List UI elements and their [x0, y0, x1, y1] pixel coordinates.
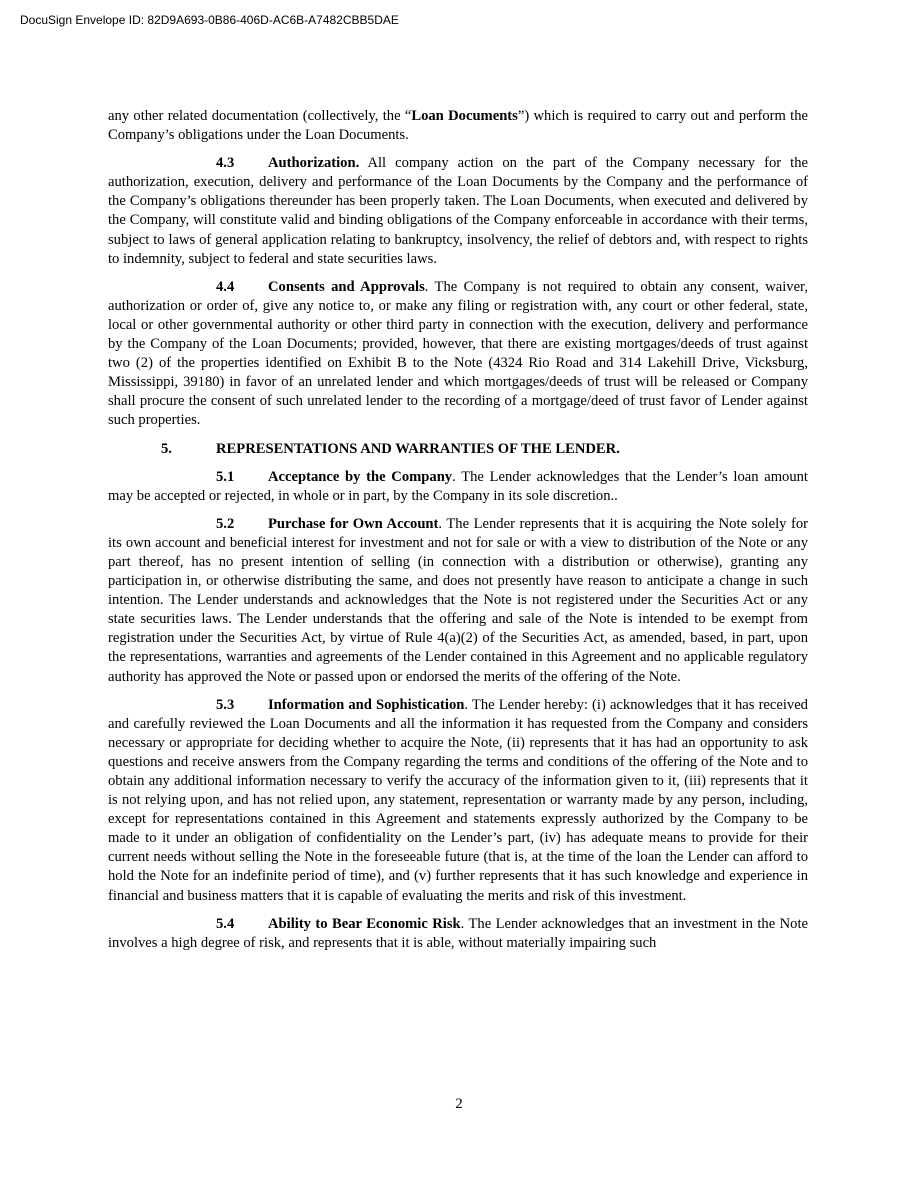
continuation-text-start: any other related documentation (collectively, the “	[108, 108, 412, 124]
section-5-1	[108, 468, 808, 506]
defined-term-loan-documents: Loan Documents	[411, 108, 518, 124]
section-number: 4.4	[216, 278, 235, 295]
section-heading: Information and Sophistication	[268, 696, 465, 713]
section-number: 5.3	[216, 696, 235, 713]
section-heading: Acceptance by the Company	[268, 468, 453, 485]
section-heading: Ability to Bear Economic Risk	[268, 915, 461, 932]
section-heading: Authorization.	[268, 155, 360, 172]
section-5-4	[108, 915, 808, 953]
section-body: . The Lender hereby: (i) acknowledges that it has received and carefully reviewed the Loan Documents and all the information it has requested from the Company and considers necessary or appropriate for deciding whether to acquire the Note, (ii) represents that it has had an opportunity to ask questions and receive answers from the Company regarding the terms and conditions of the offering of the Note and to obtain any additional information necessary to verify the accuracy of the information given to it, (iii) represents that it is not relying upon, and has not relied upon, any statement, representation or warranty made by any person, including, except for representations contained in this Agreement and statements expressly authorized by the Company to be made to it under an obligation of confidentiality on the Lender’s part, (iv) has adequate means to provide for their current needs without selling the Note in the foreseeable future (that is, at the time of the loan the Lender can afford to hold the Note for an indefinite period of time), and (v) further represents that it has such knowledge and experience in financial and business matters that it is capable of evaluating the merits and risk of this investment.	[108, 696, 808, 904]
section-4-4	[108, 278, 808, 431]
document-body	[108, 107, 808, 962]
article-5-heading	[108, 440, 808, 459]
section-4-3	[108, 154, 808, 269]
article-title: REPRESENTATIONS AND WARRANTIES OF THE LENDER.	[216, 440, 620, 457]
section-body: . The Lender acknowledges that the Lender’s loan amount may be accepted or rejected, in whole or in part, by the Company in its sole discretion..	[108, 468, 808, 504]
section-number: 5.1	[216, 468, 235, 485]
continuation-paragraph	[108, 107, 808, 145]
page-number: 2	[455, 1096, 463, 1112]
section-heading: Purchase for Own Account	[268, 515, 439, 532]
section-body: All company action on the part of the Company necessary for the authorization, execution, delivery and performance of the Loan Documents by the Company and the performance of the Company’s obligations thereunder has been properly taken. The Loan Documents, when executed and delivered by the Company, will constitute valid and binding obligations of the Company enforceable in accordance with their terms, subject to laws of general application relating to bankruptcy, insolvency, the relief of debtors and, with respect to rights to indemnity, subject to federal and state securities laws.	[108, 155, 808, 267]
docusign-envelope-id: DocuSign Envelope ID: 82D9A693-0B86-406D-AC6B-A7482CBB5DAE	[20, 13, 399, 27]
section-5-3	[108, 696, 808, 906]
section-number: 5.4	[216, 915, 235, 932]
section-number: 5.2	[216, 515, 235, 532]
section-body: . The Lender represents that it is acquiring the Note solely for its own account and beneficial interest for investment and not for sale or with a view to distribution of the Note or any part thereof, has no present intention of selling (in connection with a distribution or otherwise), granting any participation in, or otherwise distributing the same, and does not presently have reason to anticipate a change in such intention. The Lender understands and acknowledges that the Note is not registered under the Securities Act or any state securities laws. The Lender understands that the offering and sale of the Note is intended to be exempt from registration under the Securities Act, by virtue of Rule 4(a)(2) of the Securities Act, as amended, based, in part, upon the representations, warranties and agreements of the Lender contained in this Agreement and no applicable regulatory authority has approved the Note or passed upon or endorsed the merits of the offering of the Note.	[108, 515, 808, 685]
article-number: 5.	[161, 440, 172, 457]
continuation-text-end: ”) which is required to carry out and perform the Company’s obligations under the Loan Documents.	[108, 108, 808, 144]
section-body: . The Lender acknowledges that an investment in the Note involves a high degree of risk, and represents that it is able, without materially impairing such	[108, 915, 808, 951]
section-number: 4.3	[216, 155, 235, 172]
section-heading: Consents and Approvals	[268, 278, 425, 295]
section-5-2	[108, 515, 808, 687]
section-body: . The Company is not required to obtain any consent, waiver, authorization or order of, give any notice to, or make any filing or registration with, any court or other federal, state, local or other governmental authority or other third party in connection with the execution, delivery and performance by the Company of the Loan Documents; provided, however, that there are existing mortgages/deeds of trust against two (2) of the properties identified on Exhibit B to the Note (4324 Rio Road and 314 Lakehill Drive, Vicksburg, Mississippi, 39180) in favor of an unrelated lender and which mortgages/deeds of trust will be released or Company shall procure the consent of such unrelated lender to the recording of a mortgage/deed of trust favor of Lender against such properties.	[108, 278, 808, 429]
